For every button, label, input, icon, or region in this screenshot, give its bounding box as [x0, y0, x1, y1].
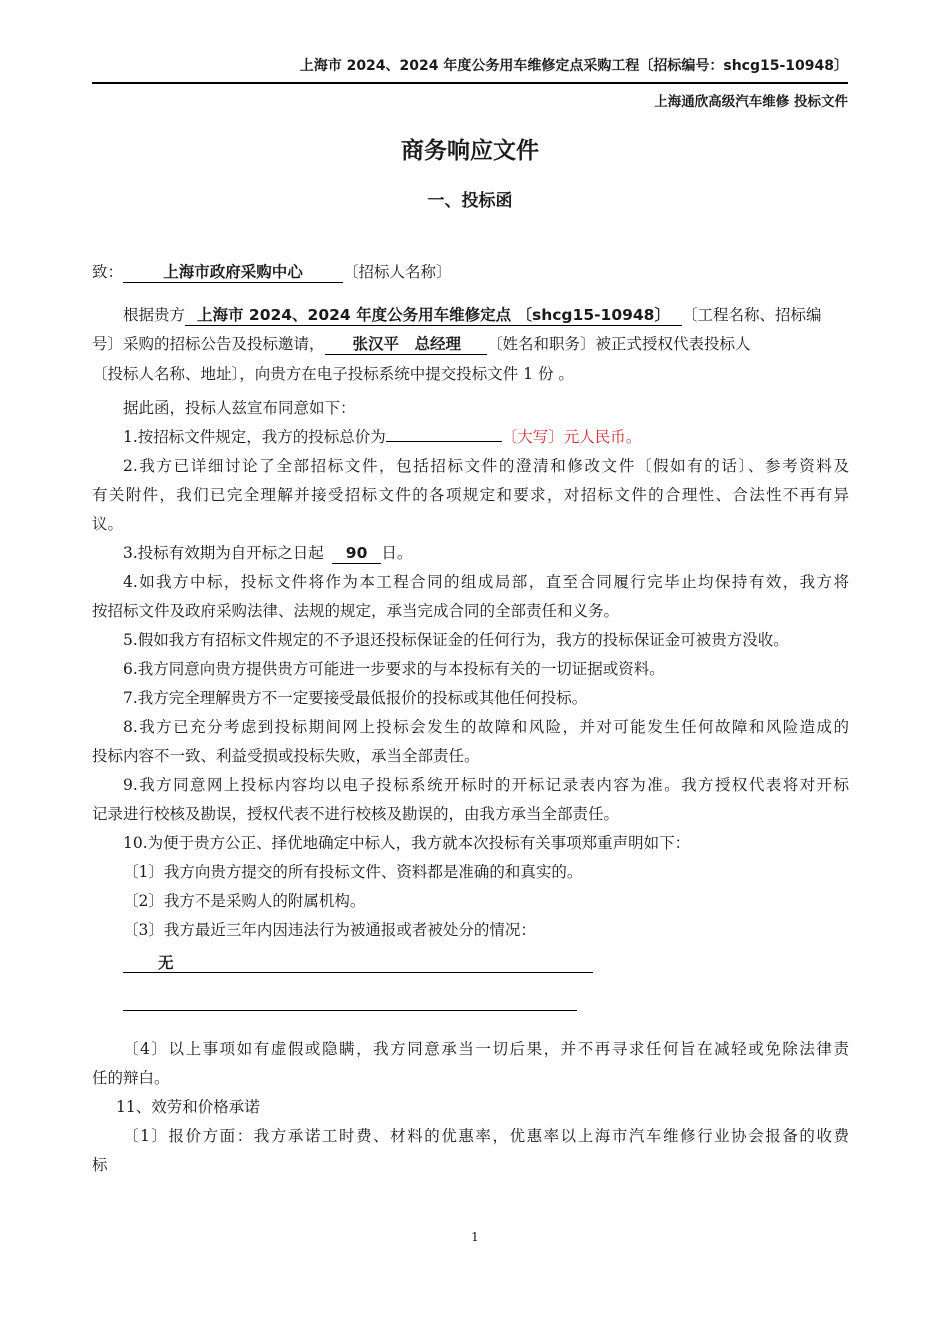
paragraph-1-line-2 — [92, 330, 849, 360]
item-10-1: 〔1〕我方向贵方提交的所有投标文件、资料都是准确的和真实的。 — [123, 863, 583, 881]
item-7: 7.我方完全理解贵方不一定要接受最低报价的投标或其他任何投标。 — [123, 689, 588, 707]
header-rule — [92, 82, 848, 84]
item-1-end: 。 — [625, 428, 642, 446]
page-number: 1 — [471, 1230, 479, 1244]
letter-body — [92, 258, 849, 1180]
p1-line2-suffix: 〔姓名和职务〕被正式授权代表投标人 — [487, 335, 751, 353]
item-8-line-2: 投标内容不一致、利益受损或投标失败，承当全部责任。 — [92, 747, 480, 765]
answer-rule-1 — [123, 972, 593, 973]
item-1-prefix: 1.按招标文件规定，我方的投标总价为 — [123, 428, 386, 446]
item-9-line-2: 记录进行校核及勘误，授权代表不进行校核及勘误的，由我方承当全部责任。 — [92, 805, 620, 823]
paragraph-2: 据此函，投标人兹宣布同意如下： — [123, 399, 356, 417]
item-10: 10.为便于贵方公正、择优地确定中标人，我方就本次投标有关事项郑重声明如下： — [123, 834, 691, 852]
paragraph-1-line-3: 〔投标人名称、地址〕，向贵方在电子投标系统中提交投标文件 1 份 。 — [92, 365, 574, 383]
item-11-1-line-1: 〔1〕报价方面：我方承诺工时费、材料的优惠率，优惠率以上海市汽车维修行业协会报备的收费 — [123, 1127, 849, 1145]
p1-line2-prefix: 号〕采购的招标公告及投标邀请， — [92, 335, 325, 353]
item-8-line-1: 8.我方已充分考虑到投标期间网上投标会发生的故障和风险，并对可能发生任何故障和风险造成的 — [123, 718, 849, 736]
p1-suffix: 〔工程名称、招标编 — [681, 306, 822, 324]
item-4-line-1: 4.如我方中标，投标文件将作为本工程合同的组成局部，直至合同履行完毕止均保持有效，我方将 — [123, 573, 849, 591]
item-3 — [92, 539, 849, 568]
item-2-line-2: 有关附件，我们已完全理解并接受招标文件的各项规定和要求，对招标文件的合理性、合法性不再有异 — [92, 486, 849, 504]
addressee-prefix: 致： — [92, 263, 124, 281]
item-2-line-1: 2.我方已详细讨论了全部招标文件，包括招标文件的澄清和修改文件〔假如有的话〕、参考资料及 — [123, 457, 849, 475]
addressee-name: 上海市政府采购中心 — [123, 262, 343, 283]
section-title: 一、投标函 — [427, 191, 513, 211]
violation-answer-line — [92, 945, 849, 987]
p1-prefix: 根据贵方 — [123, 306, 186, 324]
running-header-project: 上海市 2024、2024 年度公务用车维修定点采购工程〔招标编号：shcg15-10948〕 — [299, 58, 848, 74]
item-10-4-line-2: 任的辩白。 — [92, 1069, 170, 1087]
validity-days-field: 90 — [332, 543, 382, 564]
item-1 — [92, 423, 849, 452]
violation-answer: 无 — [158, 954, 174, 972]
item-5: 5.假如我方有招标文件规定的不予退还投标保证金的任何行为，我方的投标保证金可被贵方没收。 — [123, 631, 789, 649]
project-name-field: 上海市 2024、2024 年度公务用车维修定点 〔shcg15-10948〕 — [185, 305, 682, 326]
item-10-2: 〔2〕我方不是采购人的附属机构。 — [123, 892, 366, 910]
item-9-line-1: 9.我方同意网上投标内容均以电子投标系统开标时的开标记录表内容为准。我方授权代表将对开标 — [123, 776, 849, 794]
addressee-suffix: 〔招标人名称〕 — [343, 263, 452, 281]
item-10-4-line-1: 〔4〕以上事项如有虚假或隐瞒，我方同意承当一切后果，并不再寻求任何旨在减轻或免除法律责 — [123, 1040, 849, 1058]
item-1-currency-note: 〔大写〕元人民币 — [501, 428, 626, 446]
violation-blank-line — [92, 987, 849, 1035]
document-title: 商务响应文件 — [401, 138, 539, 164]
running-header-bidder: 上海通欣高级汽车维修 投标文件 — [654, 94, 848, 110]
item-3-prefix: 3.投标有效期为自开标之日起 — [123, 544, 324, 562]
item-2-line-3: 议。 — [92, 515, 124, 533]
item-3-suffix: 日。 — [381, 544, 413, 562]
answer-rule-2 — [123, 1010, 577, 1011]
item-10-3: 〔3〕我方最近三年内因违法行为被通报或者被处分的情况： — [123, 921, 536, 939]
item-11: 11、效劳和价格承诺 — [116, 1098, 260, 1116]
addressee-line — [92, 258, 849, 287]
item-11-1-line-2: 标 — [92, 1156, 108, 1174]
total-price-blank — [386, 441, 502, 442]
authorized-person-field: 张汉平 总经理 — [325, 334, 488, 355]
item-6: 6.我方同意向贵方提供贵方可能进一步要求的与本投标有关的一切证据或资料。 — [123, 660, 665, 678]
item-4-line-2: 按招标文件及政府采购法律、法规的规定，承当完成合同的全部责任和义务。 — [92, 602, 620, 620]
paragraph-1-line-1 — [92, 301, 849, 330]
